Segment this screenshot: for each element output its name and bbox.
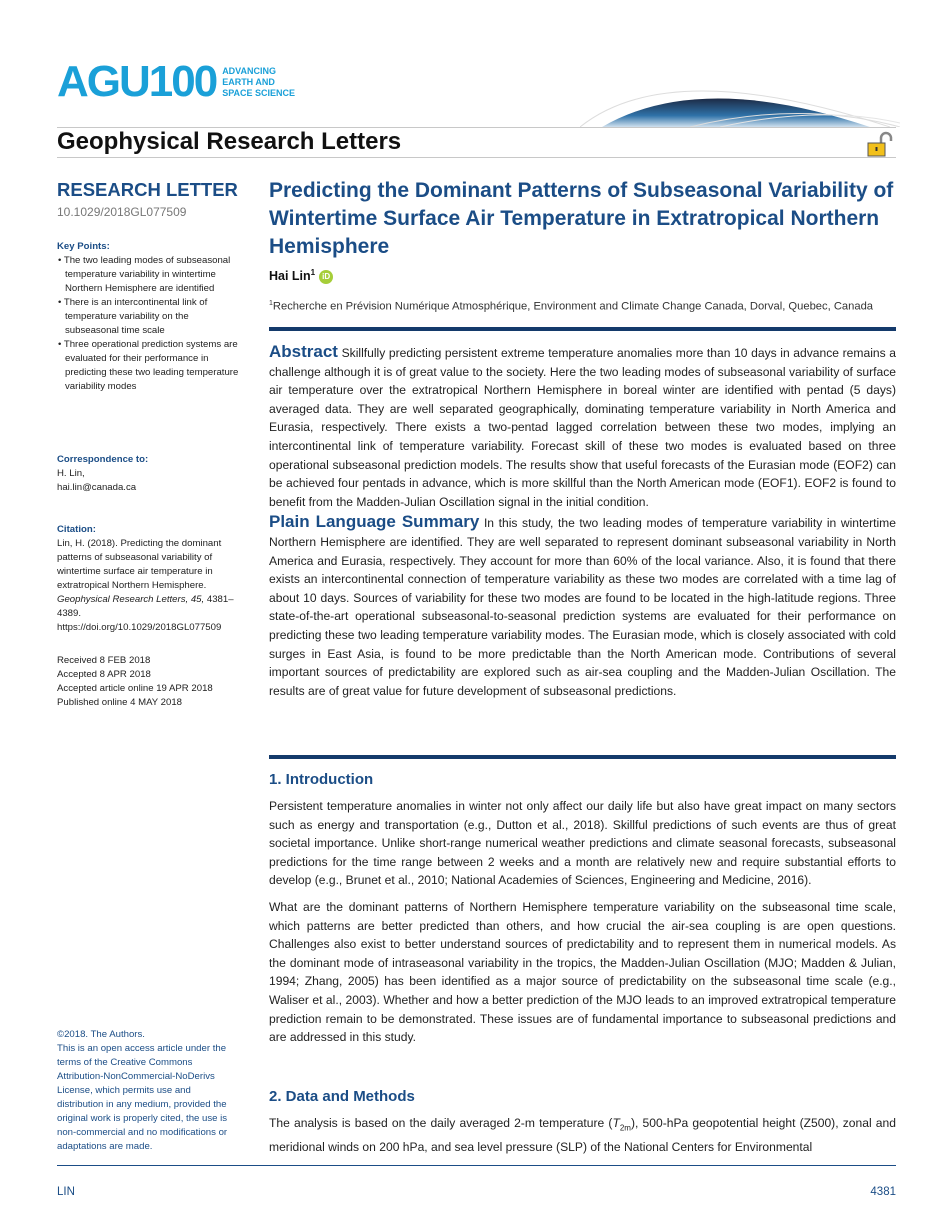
license-note	[57, 1028, 239, 1154]
correspondence-heading: Correspondence to:	[57, 454, 149, 465]
affiliation	[269, 300, 896, 313]
symbol: T	[612, 1116, 620, 1130]
logo-tagline	[222, 66, 295, 99]
tagline-line: EARTH AND	[222, 76, 275, 87]
copyright: ©2018. The Authors.	[57, 1029, 145, 1040]
orcid-icon[interactable]: iD	[319, 270, 333, 284]
tagline-line: ADVANCING	[222, 65, 277, 76]
section-heading: 1. Introduction	[269, 771, 374, 788]
logo-text: AGU100	[57, 57, 217, 106]
article-title: Predicting the Dominant Patterns of Subseasonal Variability of Wintertime Surface Air Temperature in Extratropical Northern Hemisphere	[269, 179, 894, 258]
subscript: 2m	[619, 1123, 631, 1133]
citation-journal: Geophysical Research Letters, 45,	[57, 594, 205, 605]
citation	[57, 523, 242, 635]
date-accepted-online: Accepted article online 19 APR 2018	[57, 683, 213, 694]
footer-author: LIN	[57, 1186, 75, 1198]
paragraph	[269, 1114, 896, 1157]
paragraph: Persistent temperature anomalies in winter not only affect our daily life but also have great impact on many sectors such as energy and transportation (e.g., Dutton et al., 2018). Skillful predictions of such events are thus of great societal importance. Unlike short-range numerical weather predictions and climate seasonal forecasts, subseasonal predictions for the time range between 2 weeks and a month are relatively new and require substantial efforts to develop (e.g., Brunet et al., 2010; National Academies of Sciences, Engineering and Medicine, 2016).	[269, 799, 896, 888]
introduction	[269, 771, 896, 1047]
abstract-heading: Abstract	[269, 342, 338, 361]
text: ), 500-hPa geopotential height (Z500), zonal and meridional winds on 200 hPa, and sea level pressure (SLP) of the National Centers for Environmental	[269, 1116, 896, 1154]
author-name[interactable]: Hai Lin	[269, 269, 311, 284]
journal-title: Geophysical Research Letters	[57, 128, 402, 155]
correspondence-name: H. Lin,	[57, 468, 85, 479]
key-points	[57, 240, 242, 394]
abstract-text: Skillfully predicting persistent extreme temperature anomalies more than 10 days in advance remains a challenge although it is of great value to the society. Here the two leading modes of subseasonal variability of surface air temperature over the extratropical Northern Hemisphere in boreal winter are identified with pentad (5 days) averaged data. They are well separated geographically, dominating temperature variability in North America and Eurasia, respectively. There exists a two-pentad lagged correlation between these two modes, implying an intercontinental link of temperature variability. Forecast skill of these two modes is evaluated based on three operational subseasonal prediction models. The results show that useful forecasts of the Eurasian mode (EOF2) can be achieved four pentads in advance, which is more skillful than the North American mode (EOF1). EOF2 is found to benefit from the Madden-Julian Oscillation signal in the initial condition.	[269, 346, 896, 509]
header-rule	[57, 157, 896, 158]
paragraph: What are the dominant patterns of Northern Hemisphere temperature variability on the subseasonal time scale, which patterns are better predicted than others, and how crucial the air-sea coupling is are open questions. Challenges also exist to better understand sources of predictability and to represent them in numerical models. As the dominant mode of intraseasonal variability in the tropics, the Madden-Julian Oscillation (MJO; Madden & Julian, 1994; Zhang, 2005) has been identified as a major source of predictability on the subseasonal time scale (e.g., Waliser et al., 2003). Whether and how a better prediction of the MJO leads to an improved extratropical temperature prediction remain to be demonstrated. These issues are of fundamental importance to subseasonal predictions and are addressed in this study.	[269, 899, 896, 1045]
footer-rule	[57, 1165, 896, 1166]
affil-sup: 1	[269, 300, 273, 307]
section-rule	[269, 327, 896, 331]
doi[interactable]: 10.1029/2018GL077509	[57, 205, 187, 219]
date-published: Published online 4 MAY 2018	[57, 697, 182, 708]
date-received: Received 8 FEB 2018	[57, 655, 151, 666]
key-point: • There is an intercontinental link of temperature variability on the subseasonal time scale	[57, 296, 242, 338]
key-points-heading: Key Points:	[57, 241, 110, 252]
open-access-lock-icon	[866, 131, 896, 157]
page-number: 4381	[870, 1186, 896, 1198]
citation-heading: Citation:	[57, 524, 96, 535]
license-text[interactable]: This is an open access article under the terms of the Creative Commons Attribution-NonCommercial-NoDerivs License, which permits use and distribution in any medium, provided the original work is properly cited, the use is non-commercial and no modifications or adaptations are made.	[57, 1043, 228, 1152]
date-accepted: Accepted 8 APR 2018	[57, 669, 151, 680]
section-heading: 2. Data and Methods	[269, 1088, 415, 1105]
author	[269, 268, 896, 284]
data-and-methods	[269, 1088, 896, 1157]
citation-link[interactable]: 4381–4389. https://doi.org/10.1029/2018GL077509	[57, 594, 234, 633]
correspondence	[57, 453, 242, 495]
article-type: RESEARCH LETTER	[57, 179, 238, 200]
correspondence-email[interactable]: hai.lin@canada.ca	[57, 482, 137, 493]
abstract	[269, 343, 896, 700]
author-sup: 1	[310, 268, 316, 277]
citation-text: Lin, H. (2018). Predicting the dominant patterns of subseasonal variability of wintertime surface air temperature in extratropical Northern Hemisphere.	[57, 538, 222, 591]
article-dates	[57, 654, 242, 710]
key-point: • Three operational prediction systems are evaluated for their performance in predicting these two leading temperature variability modes	[57, 338, 242, 394]
pls-heading: Plain Language Summary	[269, 512, 480, 532]
affiliation-text: Recherche en Prévision Numérique Atmosphérique, Environment and Climate Change Canada, Dorval, Quebec, Canada	[272, 300, 874, 313]
agu-logo	[57, 57, 296, 106]
pls-text: In this study, the two leading modes of temperature variability in wintertime Northern Hemisphere are identified. They are well separated to represent dominant subseasonal variability in North America and Eurasia, respectively. They account for more than 60% of the local variance. Also, it is found that there exists an intercontinental connection of temperature variability as these two modes are correlated with a time lag of about 10 days. Sources of variability for these two modes are found to be located in the high-latitude regions. Three state-of-the-art operational subseasonal-to-seasonal prediction systems are evaluated for their performance on predicting these two leading temperature variability modes. The Eurasian mode, which is closely associated with cold surges in East Asia, is found to be more predictable than the North American mode. Contributions of several important sources of predictability are explored such as air-sea coupling and the Madden-Julian Oscillation. The results are of great value for future development of subseasonal predictions.	[269, 516, 896, 698]
earth-horizon-banner	[580, 75, 900, 127]
key-point: • The two leading modes of subseasonal temperature variability in wintertime Northern Hemisphere are identified	[57, 254, 242, 296]
text: The analysis is based on the daily averaged 2-m temperature (	[269, 1116, 613, 1130]
tagline-line: SPACE SCIENCE	[222, 87, 296, 98]
section-rule	[269, 755, 896, 759]
